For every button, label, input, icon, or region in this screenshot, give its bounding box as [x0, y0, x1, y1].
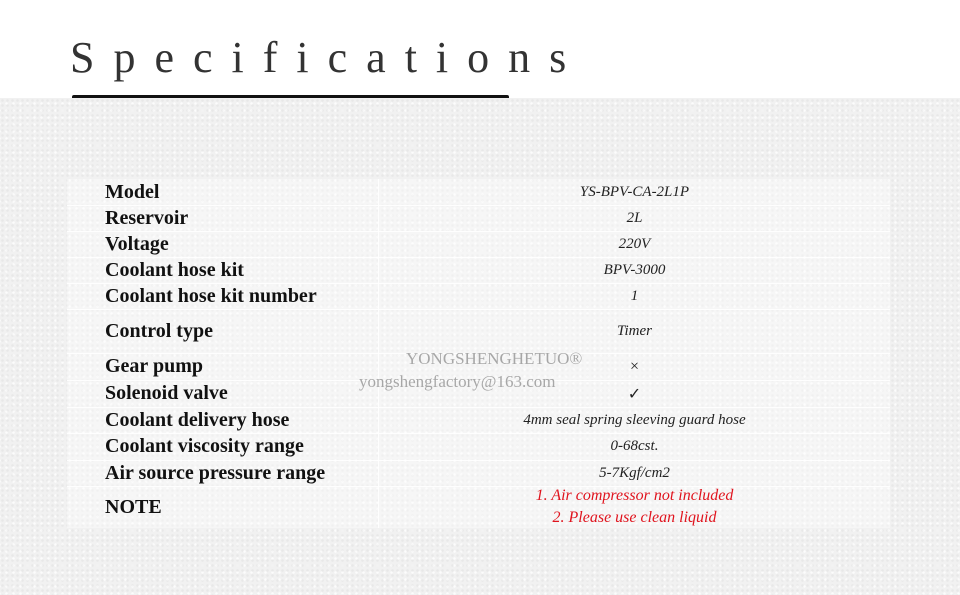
spec-row-coolant-delivery-hose: [67, 407, 890, 434]
note-line-1: 1. Air compressor not included: [535, 487, 734, 504]
page-title: Specifications: [70, 33, 586, 82]
spec-value: YS-BPV-CA-2L1P: [579, 183, 690, 200]
note-line-2: 2. Please use clean liquid: [552, 509, 717, 526]
cross-icon: ×: [629, 357, 640, 375]
spec-label: Model: [105, 180, 160, 203]
spec-label: Gear pump: [105, 355, 203, 377]
spec-label: Coolant viscosity range: [105, 435, 304, 457]
watermark-email: yongshengfactory@163.com: [359, 372, 556, 391]
spec-row-coolant-viscosity-range: [67, 433, 890, 461]
spec-value: 2L: [626, 209, 643, 226]
spec-label: Coolant hose kit number: [105, 284, 317, 307]
note-text: [379, 486, 890, 528]
spec-value: Timer: [616, 322, 652, 339]
spec-row-voltage: [67, 231, 890, 258]
spec-value: 0-68cst.: [610, 438, 659, 454]
spec-row-control-type: [67, 309, 890, 354]
spec-value: 1: [630, 287, 639, 304]
spec-row-coolant-hose-kit-number: [67, 283, 890, 310]
spec-row-reservoir: [67, 205, 890, 232]
spec-label: Solenoid valve: [105, 382, 228, 404]
spec-value: 5-7Kgf/cm2: [599, 464, 670, 481]
spec-label: Control type: [105, 319, 213, 342]
spec-label: Coolant hose kit: [105, 258, 244, 281]
spec-label: Air source pressure range: [105, 461, 326, 484]
check-icon: ✓: [627, 385, 642, 403]
spec-label: Coolant delivery hose: [105, 408, 290, 431]
spec-row-model: [67, 179, 890, 206]
spec-value: 4mm seal spring sleeving guard hose: [523, 411, 746, 428]
header: [0, 0, 960, 98]
spec-label: Voltage: [105, 232, 169, 255]
spec-row-note: [67, 486, 890, 528]
spec-value: BPV-3000: [603, 261, 666, 278]
spec-row-coolant-hose-kit: [67, 257, 890, 284]
spec-value: 220V: [618, 235, 651, 252]
spec-row-air-source-pressure-range: [67, 460, 890, 487]
note-label: NOTE: [105, 495, 162, 518]
watermark-brand: YONGSHENGHETUO®: [406, 349, 583, 368]
spec-label: Reservoir: [105, 206, 189, 229]
